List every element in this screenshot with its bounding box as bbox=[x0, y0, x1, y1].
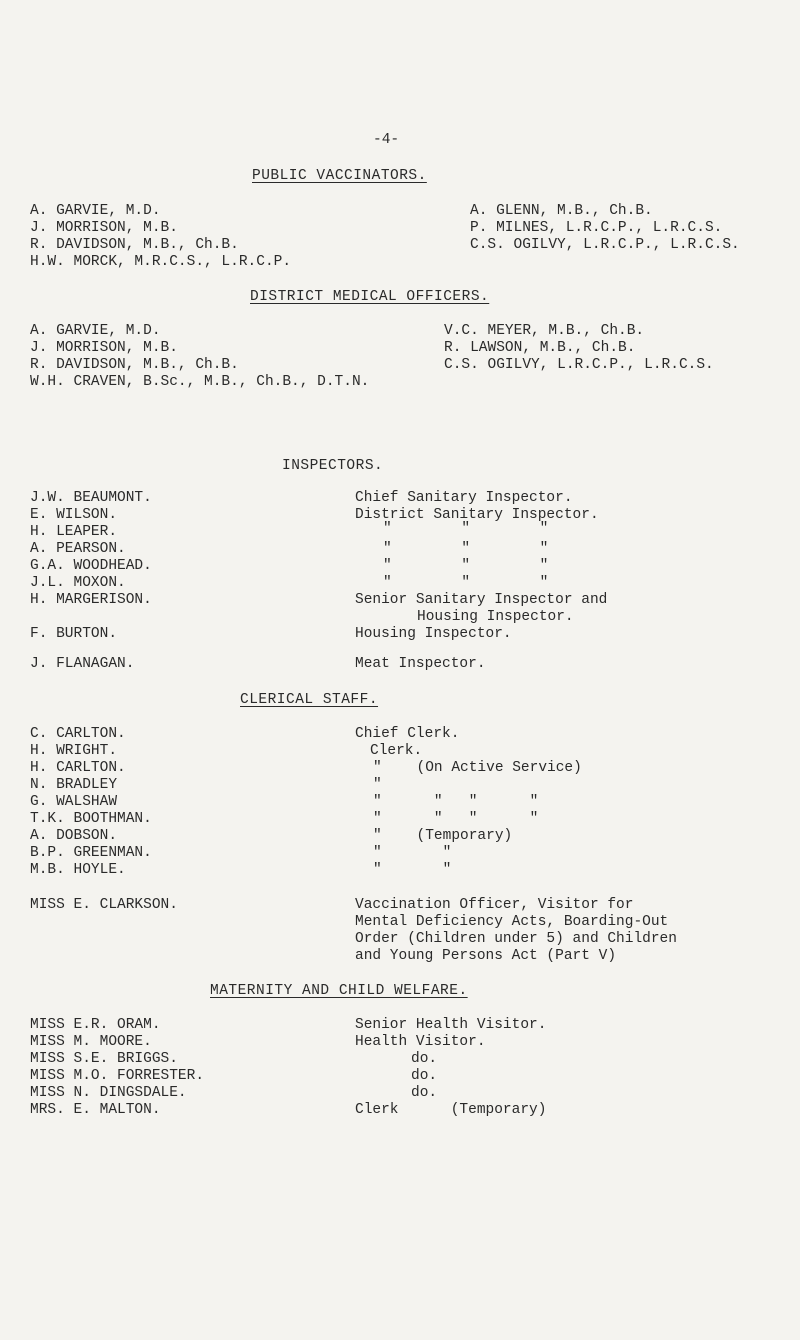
officer-name: R. DAVIDSON, M.B., Ch.B. bbox=[30, 357, 239, 373]
clerk-name: H. CARLTON. bbox=[30, 760, 126, 776]
clerk-name: N. BRADLEY bbox=[30, 777, 118, 793]
clerk-name: T.K. BOOTHMAN. bbox=[30, 811, 152, 827]
clerk-role-line: Order (Children under 5) and Children bbox=[355, 931, 677, 947]
inspector-name: J.L. MOXON. bbox=[30, 575, 126, 591]
welfare-role: do. bbox=[411, 1085, 438, 1101]
vaccinator-name: A. GARVIE, M.D. bbox=[30, 203, 161, 219]
section-title-public-vaccinators: PUBLIC VACCINATORS. bbox=[252, 168, 427, 184]
officer-name: C.S. OGILVY, L.R.C.P., L.R.C.S. bbox=[444, 357, 714, 373]
inspector-name: H. LEAPER. bbox=[30, 524, 118, 540]
inspector-name: H. MARGERISON. bbox=[30, 592, 152, 608]
section-title-clerical-staff: CLERICAL STAFF. bbox=[240, 692, 379, 708]
inspector-role: " " " bbox=[383, 541, 549, 557]
inspector-role: Chief Sanitary Inspector. bbox=[355, 490, 573, 506]
inspector-name: G.A. WOODHEAD. bbox=[30, 558, 152, 574]
inspector-name: E. WILSON. bbox=[30, 507, 118, 523]
vaccinator-name: H.W. MORCK, M.R.C.S., L.R.C.P. bbox=[30, 254, 292, 270]
clerk-name: B.P. GREENMAN. bbox=[30, 845, 152, 861]
welfare-name: MISS S.E. BRIGGS. bbox=[30, 1051, 178, 1067]
clerk-role-line: Vaccination Officer, Visitor for bbox=[355, 897, 634, 913]
welfare-name: MISS M.O. FORRESTER. bbox=[30, 1068, 205, 1084]
officer-name: W.H. CRAVEN, B.Sc., M.B., Ch.B., D.T.N. bbox=[30, 374, 370, 390]
inspector-role: District Sanitary Inspector. bbox=[355, 507, 599, 523]
clerk-role: " " " " bbox=[373, 811, 539, 827]
officer-name: A. GARVIE, M.D. bbox=[30, 323, 161, 339]
welfare-name: MRS. E. MALTON. bbox=[30, 1102, 161, 1118]
section-title-maternity-child-welfare: MATERNITY AND CHILD WELFARE. bbox=[210, 983, 468, 999]
welfare-role: Health Visitor. bbox=[355, 1034, 486, 1050]
clerk-name: A. DOBSON. bbox=[30, 828, 118, 844]
inspector-name: J.W. BEAUMONT. bbox=[30, 490, 152, 506]
section-title-district-medical-officers: DISTRICT MEDICAL OFFICERS. bbox=[250, 289, 490, 305]
clerk-role-line: and Young Persons Act (Part V) bbox=[355, 948, 617, 964]
clerk-role: Chief Clerk. bbox=[355, 726, 460, 742]
clerk-name: G. WALSHAW bbox=[30, 794, 118, 810]
inspector-role: " " " bbox=[383, 521, 549, 537]
clerk-role: " bbox=[373, 777, 382, 793]
vaccinator-name: A. GLENN, M.B., Ch.B. bbox=[470, 203, 653, 219]
vaccinator-name: P. MILNES, L.R.C.P., L.R.C.S. bbox=[470, 220, 723, 236]
inspector-role: Housing Inspector. bbox=[417, 609, 574, 625]
welfare-role: Senior Health Visitor. bbox=[355, 1017, 547, 1033]
officer-name: R. LAWSON, M.B., Ch.B. bbox=[444, 340, 636, 356]
clerk-name: MISS E. CLARKSON. bbox=[30, 897, 178, 913]
clerk-role-line: Mental Deficiency Acts, Boarding-Out bbox=[355, 914, 669, 930]
welfare-role: do. bbox=[411, 1051, 438, 1067]
inspector-name: A. PEARSON. bbox=[30, 541, 126, 557]
inspector-role: " " " bbox=[383, 558, 549, 574]
welfare-role: Clerk (Temporary) bbox=[355, 1102, 547, 1118]
clerk-role: " " bbox=[373, 845, 452, 861]
vaccinator-name: C.S. OGILVY, L.R.C.P., L.R.C.S. bbox=[470, 237, 740, 253]
welfare-name: MISS E.R. ORAM. bbox=[30, 1017, 161, 1033]
page-number: -4- bbox=[373, 132, 400, 148]
vaccinator-name: J. MORRISON, M.B. bbox=[30, 220, 178, 236]
clerk-name: C. CARLTON. bbox=[30, 726, 126, 742]
inspector-name: J. FLANAGAN. bbox=[30, 656, 135, 672]
clerk-name: M.B. HOYLE. bbox=[30, 862, 126, 878]
vaccinator-name: R. DAVIDSON, M.B., Ch.B. bbox=[30, 237, 239, 253]
clerk-name: H. WRIGHT. bbox=[30, 743, 118, 759]
clerk-role: " " " " bbox=[373, 794, 539, 810]
officer-name: V.C. MEYER, M.B., Ch.B. bbox=[444, 323, 645, 339]
inspector-role: " " " bbox=[383, 575, 549, 591]
section-title-inspectors: INSPECTORS. bbox=[282, 458, 384, 474]
welfare-name: MISS N. DINGSDALE. bbox=[30, 1085, 187, 1101]
welfare-role: do. bbox=[411, 1068, 438, 1084]
clerk-role: " (On Active Service) bbox=[373, 760, 582, 776]
welfare-name: MISS M. MOORE. bbox=[30, 1034, 152, 1050]
inspector-name: F. BURTON. bbox=[30, 626, 118, 642]
clerk-role: Clerk. bbox=[370, 743, 423, 759]
officer-name: J. MORRISON, M.B. bbox=[30, 340, 178, 356]
inspector-role: Senior Sanitary Inspector and bbox=[355, 592, 608, 608]
clerk-role: " (Temporary) bbox=[373, 828, 513, 844]
inspector-role: Housing Inspector. bbox=[355, 626, 512, 642]
clerk-role: " " bbox=[373, 862, 452, 878]
inspector-role: Meat Inspector. bbox=[355, 656, 486, 672]
